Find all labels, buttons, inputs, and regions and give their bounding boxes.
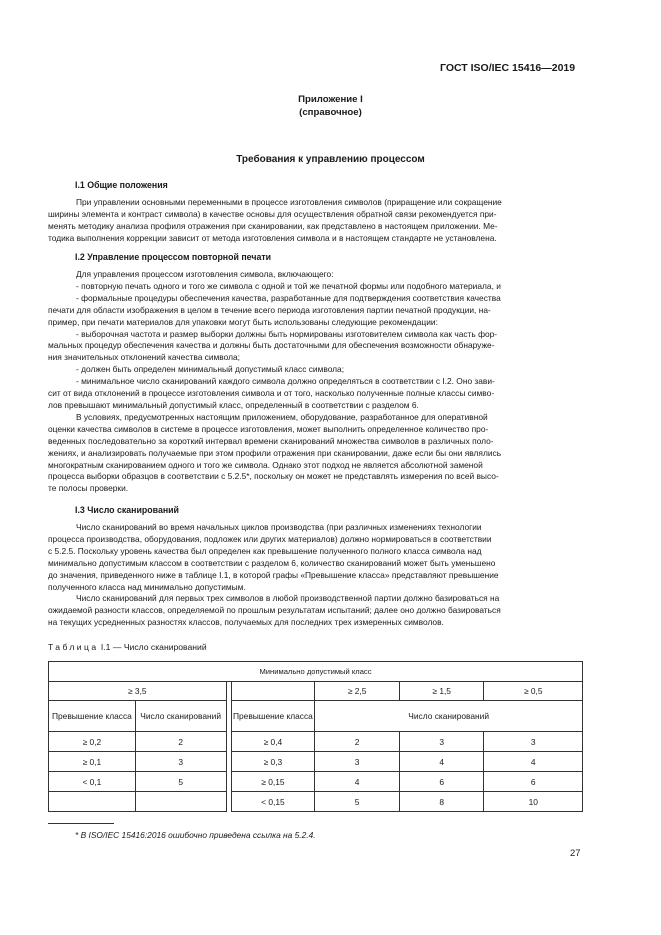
table-caption [48,642,207,652]
text-line: лов превышают минимальный допустимый класс, определенный в соответствии с разделом 6. [48,399,419,410]
table-cell: < 0,1 [49,772,136,792]
table-cell: 3 [315,752,400,772]
text-line: жениях, и анализировать получаемые при этом профили отражения при сканировании, даже если бы они являлись [48,447,502,458]
table-row [49,792,583,812]
page-number: 27 [570,847,581,858]
table-header-excess: Превышение класса [49,701,136,732]
table-cell: 5 [315,792,400,812]
text-line: ширины элемента и контраст символа) в качестве основы для осуществления обратной связи рекомендуется при- [48,208,497,219]
document-header: ГОСТ ISO/IEC 15416—2019 [440,62,576,74]
table-col-b1: ≥ 2,5 [315,682,400,701]
text-line: - повторную печать одного и того же символа с одной и той же печатной формы или подобного материала, и [76,280,501,291]
text-line: - должен быть определен минимальный допустимый класс символа; [76,364,345,375]
table-cell: ≥ 0,3 [231,752,315,772]
table-cell: ≥ 0,4 [231,732,315,752]
text-line: минимально допустимым классом в соответствии с разделом 6, количество сканирований может быть уменьшено [48,557,496,568]
table-caption-label: Таблица [48,642,99,652]
text-line: полученного класса над минимально допустимым. [48,581,246,592]
text-line: мальных процедур обеспечения качества и должны быть достаточными для обеспечения возможности обнаруже- [48,340,495,351]
text-line: до значения, приведенного ниже в таблице I.1, в которой графы «Превышение класса» представляют превышение [48,569,499,580]
text-line: - формальные процедуры обеспечения качества, разработанные для подтверждения соответствия качества [76,292,501,303]
text-line: сит от вида отклонений в процессе изготовления символа и от того, насколько полученные полные классы симво- [48,388,495,399]
text-line: Для управления процессом изготовления символа, включающего: [76,269,334,279]
table-cell: ≥ 0,15 [231,772,315,792]
section-1-title: I.1 Общие положения [75,180,168,190]
table-cell: 5 [135,772,226,792]
text-line: - минимальное число сканирований каждого символа должно определяться в соответствии с I.2. Оно зави- [76,376,495,387]
table-cell: 3 [484,732,583,752]
text-line: процесса выборки образцов в соответствии с 5.2.5*, поскольку он может не представлять измерения по всей высо- [48,471,499,482]
text-line: веденных последовательно за короткий интервал времени сканирований множества символов в различных поло- [48,435,494,446]
text-line: Число сканирований во время начальных циклов производства (при различных изменениях технологии [76,522,482,532]
table-cell: < 0,15 [231,792,315,812]
text-line: пример, при печати материалов для упаковки могут быть использованы следующие рекомендации: [48,316,438,327]
table-cell: 4 [484,752,583,772]
table-cell: 4 [315,772,400,792]
annex-block [0,93,661,119]
table-cell: 10 [484,792,583,812]
table-cell: 3 [399,732,484,752]
section-1-body [48,197,582,245]
table-col-b2: ≥ 1,5 [399,682,484,701]
table-header-excess-2: Превышение класса [231,701,315,732]
text-line: В условиях, предусмотренных настоящим приложением, оборудование, разработанное для оперативной [76,411,488,422]
text-line: на текущих усредненных разностях классов, получаемых для последних трех измеренных символов. [48,617,444,628]
text-line: ния значительных отклонений качества символа; [48,352,241,363]
text-line: оценки качества символов в системе в процессе изготовления, может выполнить определенное количество про- [48,423,489,434]
table-cell: 6 [399,772,484,792]
text-line: печати для области изображения в целом в течение всего периода изготовления партии печатной продукции, на- [48,304,491,315]
table-cell: 6 [484,772,583,792]
table-header-scans: Число сканирований [135,701,226,732]
table-header-scans-2: Число сканирований [315,701,583,732]
table-row [49,732,583,752]
scans-table [48,661,583,812]
text-line: ожидаемой разности классов, определяемой по прошлым результатам испытаний; далее оно должно базироваться [48,605,501,616]
table-cell: 8 [399,792,484,812]
table-caption-number: I.1 [100,642,111,652]
text-line: с 5.2.5. Поскольку уровень качества был определен как превышение полученного полного класса символа над [48,545,482,556]
text-line: те полосы проверки. [48,483,129,494]
table-cell: 3 [135,752,226,772]
section-2-body [48,269,582,495]
section-3-body [48,522,582,629]
section-3-title: I.3 Число сканирований [75,505,179,515]
table-row [49,752,583,772]
table-col-b3: ≥ 0,5 [484,682,583,701]
table-cell: 2 [315,732,400,752]
table-cell: ≥ 0,1 [49,752,136,772]
table-col-a: ≥ 3,5 [49,682,227,701]
table-caption-text: — Число сканирований [112,642,207,652]
section-2-title: I.2 Управление процессом повторной печати [75,252,272,262]
text-line: многократным сканированием одного и того же символа. Однако этот подход не является абсолютной заменой [48,459,483,470]
table-cell: 4 [399,752,484,772]
text-line: - выборочная частота и размер выборки должны быть нормированы изготовителем символа как часть фор- [76,328,498,339]
annex-subtitle: (справочное) [299,107,362,118]
text-line: менять методику анализа профиля отражения при сканировании, как представлено в настоящем приложении. Ме- [48,220,498,231]
table-row [49,772,583,792]
footnote: * В ISO/IEC 15416:2016 ошибочно приведена ссылка на 5.2.4. [75,830,316,840]
table-cell: 2 [135,732,226,752]
table-empty-cell [231,682,315,701]
table-empty-cell [135,792,226,812]
footnote-divider [48,823,114,824]
table-cell: ≥ 0,2 [49,732,136,752]
text-line: Число сканирований для первых трех символов в любой производственной партии должно базироваться на [76,593,500,604]
annex-heading: Требования к управлению процессом [236,154,425,165]
table-group-header: Минимально допустимый класс [49,662,583,682]
annex-title: Приложение I [298,94,363,105]
text-line: При управлении основными переменными в процессе изготовления символов (приращение или сокращение [76,197,502,207]
table-empty-cell [49,792,136,812]
text-line: тодика выполнения коррекции зависит от метода изготовления символа и в настоящем стандарте не установлена. [48,232,497,243]
text-line: процесса производства, оборудования, подложек или других материалов) должно нормироваться в соответствии [48,533,492,544]
